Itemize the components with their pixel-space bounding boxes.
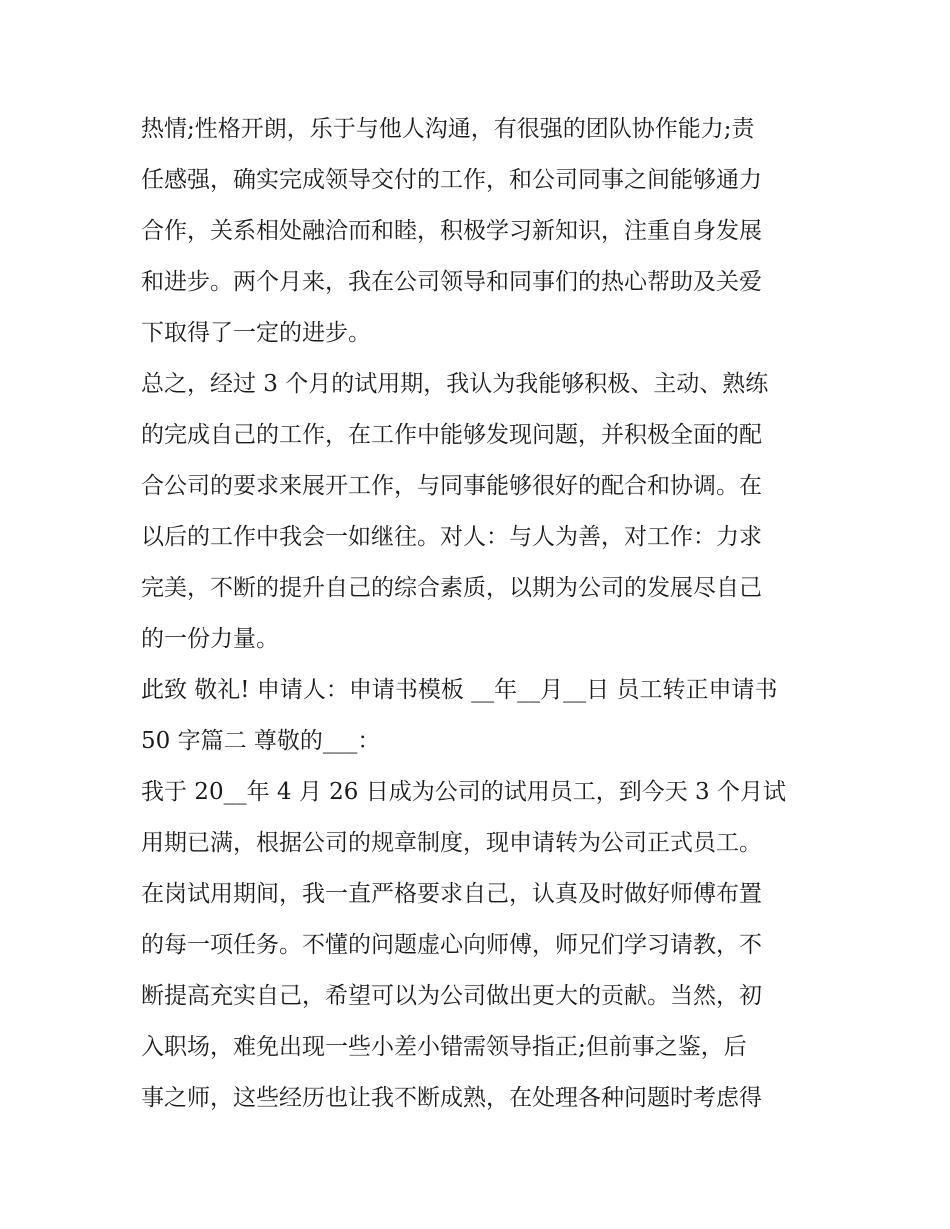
text-line: 总之，经过 3 个月的试用期，我认为我能够积极、主动、熟练 [141,371,769,397]
text-line: 50 字篇二 尊敬的___： [141,728,381,754]
text-line: 在岗试用期间，我一直严格要求自己，认真及时做好师傅布置 [141,881,762,907]
text-line: 的完成自己的工作，在工作中能够发现问题，并积极全面的配 [141,422,762,448]
text-line: 的一份力量。 [141,626,279,652]
text-line: 合公司的要求来展开工作，与同事能够很好的配合和协调。在 [141,473,762,499]
text-line: 入职场，难免出现一些小差小错需领导指正;但前事之鉴，后 [141,1034,747,1060]
text-line: 完美，不断的提升自己的综合素质，以期为公司的发展尽自己 [141,575,762,601]
text-line: 合作，关系相处融洽而和睦，积极学习新知识，注重自身发展 [141,218,762,244]
text-line: 事之师，这些经历也让我不断成熟，在处理各种问题时考虑得 [141,1085,762,1111]
text-line: 的每一项任务。不懂的问题虚心向师傅，师兄们学习请教，不 [141,932,762,958]
text-line: 以后的工作中我会一如继往。对人：与人为善，对工作：力求 [141,524,762,550]
text-line: 任感强，确实完成领导交付的工作，和公司同事之间能够通力 [141,167,762,193]
text-line: 此致 敬礼! 申请人：申请书模板 __年__月__日 员工转正申请书 [141,677,778,703]
text-line: 下取得了一定的进步。 [141,320,371,346]
text-line: 用期已满，根据公司的规章制度，现申请转为公司正式员工。 [141,830,762,856]
text-line: 我于 20__年 4 月 26 日成为公司的试用员工，到今天 3 个月试 [141,779,786,805]
text-line: 和进步。两个月来，我在公司领导和同事们的热心帮助及关爱 [141,269,762,295]
text-line: 断提高充实自己，希望可以为公司做出更大的贡献。当然，初 [141,983,762,1009]
document-body [141,104,821,1124]
text-line: 热情;性格开朗，乐于与他人沟通，有很强的团队协作能力;责 [141,116,755,142]
